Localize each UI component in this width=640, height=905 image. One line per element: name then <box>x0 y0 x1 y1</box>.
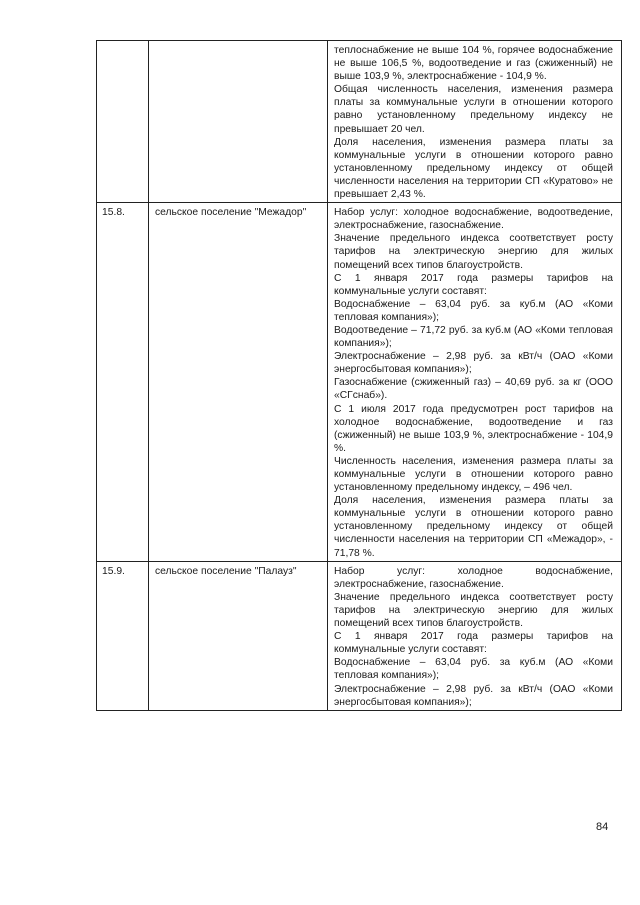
description-paragraph: Электроснабжение – 2,98 руб. за кВт/ч (ОАО «Коми энергосбытовая компания»); <box>334 683 613 708</box>
settlement-name-cell: сельское поселение "Палауз" <box>149 561 328 710</box>
description-paragraph: С 1 января 2017 года размеры тарифов на коммунальные услуги составят: <box>334 631 613 656</box>
description-cell <box>328 561 622 710</box>
description-paragraph: Доля населения, изменения размера платы за коммунальные услуги в отношении которого равно установленному предельному индексу от общей численности населения на территории СП «Межадор», - 71,78 %. <box>334 495 613 559</box>
page-number: 84 <box>596 821 609 833</box>
description-paragraph: Общая численность населения, изменения размера платы за коммунальные услуги в отношении которого равно установленному предельному индексу не превышает 20 чел. <box>334 84 613 135</box>
description-paragraph: Набор услуг: холодное водоснабжение, водоотведение, электроснабжение, газоснабжение. <box>334 207 613 232</box>
description-paragraph: Набор услуг: холодное водоснабжение, электроснабжение, газоснабжение. <box>334 565 613 590</box>
table-row <box>97 561 622 710</box>
description-paragraph: С 1 января 2017 года размеры тарифов на коммунальные услуги составят: <box>334 272 613 297</box>
description-paragraph: С 1 июля 2017 года предусмотрен рост тарифов на холодное водоснабжение, водоотведение и газ (сжиженный) не выше 103,9 %, электроснабжение - 104,9 %. <box>334 403 613 454</box>
settlement-name-cell: сельское поселение "Межадор" <box>149 203 328 562</box>
description-paragraph: Доля населения, изменения размера платы за коммунальные услуги в отношении которого равно установленному предельному индексу от общей численности населения на территории СП «Куратово» не превышает 2,43 %. <box>334 136 613 201</box>
description-paragraph: теплоснабжение не выше 104 %, горячее водоснабжение не выше 106,5 %, водоотведение и газ (сжиженный) не выше 103,9 %, электроснабжение - 104,9 %. <box>334 45 613 83</box>
description-paragraph: Электроснабжение – 2,98 руб. за кВт/ч (ОАО «Коми энергосбытовая компания»); <box>334 351 613 376</box>
description-paragraph: Водоотведение – 71,72 руб. за куб.м (АО «Коми тепловая компания»); <box>334 324 613 350</box>
row-number-cell: 15.9. <box>97 561 149 710</box>
tariff-table-body <box>97 41 622 711</box>
description-paragraph: Значение предельного индекса соответствует росту тарифов на электрическую энергию для жилых помещений всех типов благоустройств. <box>334 591 613 630</box>
description-paragraph: Значение предельного индекса соответствует росту тарифов на электрическую энергию для жилых помещений всех типов благоустройств. <box>334 233 613 271</box>
settlement-name-cell <box>149 41 328 203</box>
row-number-cell: 15.8. <box>97 203 149 562</box>
description-paragraph: Численность населения, изменения размера платы за коммунальные услуги в отношении которого равно установленному предельному индексу, – 496 чел. <box>334 455 613 494</box>
description-paragraph: Водоснабжение – 63,04 руб. за куб.м (АО «Коми тепловая компания»); <box>334 298 613 323</box>
row-number-cell <box>97 41 149 203</box>
description-paragraph: Газоснабжение (сжиженный газ) – 40,69 руб. за кг (ООО «СГснаб»). <box>334 377 613 402</box>
table-row <box>97 41 622 203</box>
description-cell <box>328 203 622 562</box>
description-paragraph: Водоснабжение – 63,04 руб. за куб.м (АО «Коми тепловая компания»); <box>334 657 613 682</box>
table-row <box>97 203 622 562</box>
tariff-table <box>96 40 622 711</box>
description-cell <box>328 41 622 203</box>
